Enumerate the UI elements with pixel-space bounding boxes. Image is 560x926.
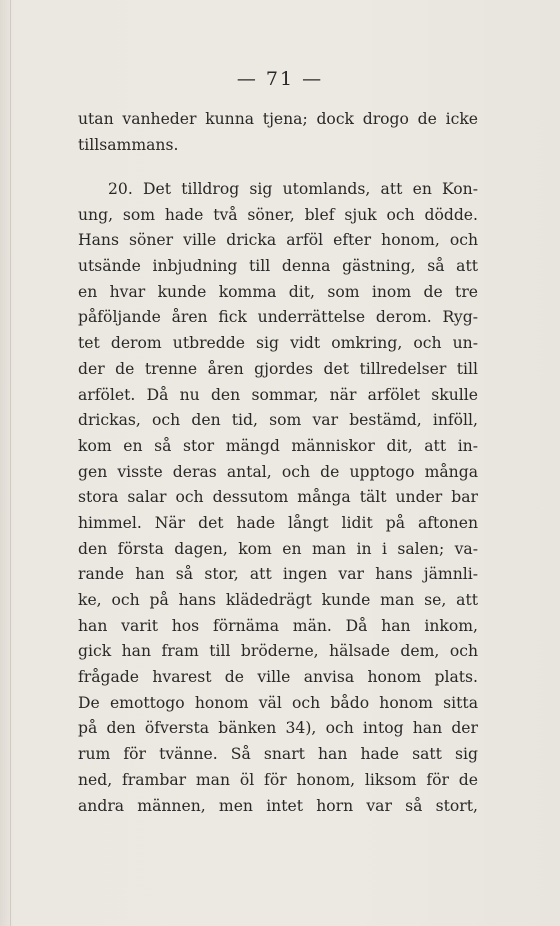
- paragraph-20: [78, 177, 478, 819]
- text-line: på den öfversta bänken 34), och intog han der: [78, 719, 478, 738]
- text-line: han varit hos förnäma män. Då han inkom,: [78, 616, 478, 635]
- text-line: ung, som hade två söner, blef sjuk och dödde.: [78, 205, 478, 224]
- page-number-header: — 71 —: [236, 68, 324, 90]
- binding-edge: [10, 0, 11, 926]
- text-line: De emottogo honom väl och bådo honom sitta: [78, 693, 478, 712]
- text-line: kom en så stor mängd människor dit, att in-: [78, 436, 478, 455]
- text-line: ned, frambar man öl för honom, liksom för de: [78, 770, 478, 789]
- text-line: stora salar och dessutom många tält under bar: [78, 488, 478, 507]
- text-line: andra männen, men intet horn var så stort,: [78, 796, 478, 815]
- continuation-text: [78, 107, 478, 158]
- text-line: rum för tvänne. Så snart han hade satt sig: [78, 745, 478, 764]
- text-line: utsände inbjudning till denna gästning, så att: [78, 257, 478, 276]
- text-line: der de trenne åren gjordes det tillredelser till: [78, 359, 478, 378]
- text-line: rande han så stor, att ingen var hans jämnli-: [78, 565, 478, 584]
- text-line: drickas, och den tid, som var bestämd, inföll,: [78, 411, 478, 430]
- text-line: 20. Det tilldrog sig utomlands, att en Kon-: [108, 180, 478, 198]
- text-line: påföljande åren fick underrättelse derom. Ryg-: [78, 308, 478, 327]
- text-line: gen visste deras antal, och de upptogo många: [78, 462, 478, 481]
- text-line: den första dagen, kom en man in i salen; va-: [78, 539, 478, 558]
- text-line: tillsammans.: [78, 135, 179, 154]
- text-line: arfölet. Då nu den sommar, när arfölet skulle: [78, 385, 478, 404]
- text-line: en hvar kunde komma dit, som inom de tre: [78, 282, 478, 301]
- text-line: utan vanheder kunna tjena; dock drogo de icke: [78, 110, 478, 128]
- text-line: Hans söner ville dricka arföl efter honom, och: [78, 231, 478, 250]
- text-line: himmel. När det hade långt lidit på aftonen: [78, 513, 478, 532]
- text-line: gick han fram till bröderne, hälsade dem, och: [78, 642, 478, 661]
- text-line: tet derom utbredde sig vidt omkring, och un-: [78, 334, 478, 353]
- text-line: ke, och på hans klädedrägt kunde man se, att: [78, 591, 478, 609]
- text-line: frågade hvarest de ville anvisa honom plats.: [78, 668, 478, 687]
